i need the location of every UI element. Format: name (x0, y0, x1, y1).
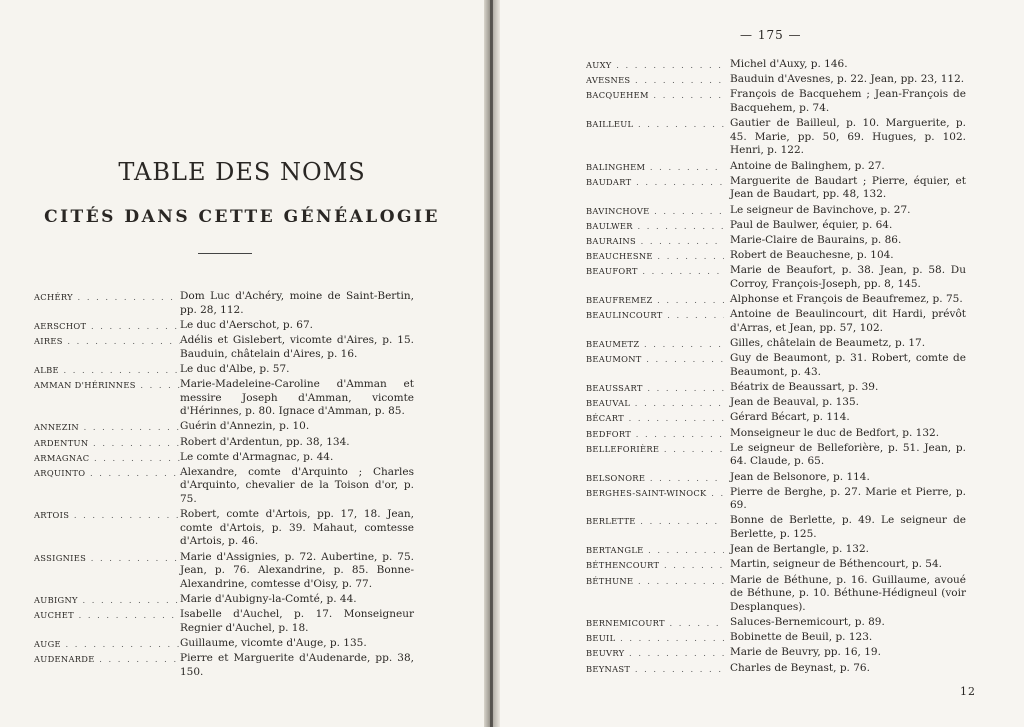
entry-surname: BAURAINS . . . (586, 235, 724, 249)
index-entry (586, 427, 966, 441)
entry-references: Le duc d'Albe, p. 57. (180, 362, 290, 375)
index-entry (34, 551, 414, 592)
entry-references: Le seigneur de Bavinchove, p. 27. (730, 203, 911, 216)
entry-references: Gautier de Bailleul, p. 10. Marguerite, p. 45. Marie, pp. 50, 69. Hugues, p. 102. Henri, p. 122. (730, 117, 966, 157)
index-entry (586, 631, 966, 645)
entry-references: Jean de Bertangle, p. 132. (730, 543, 869, 556)
index-entry (34, 593, 414, 607)
entry-references: Gérard Bécart, p. 114. (730, 411, 850, 424)
entry-surname: BEAUFREMEZ . . . (586, 294, 724, 308)
index-entry (586, 662, 966, 676)
index-entry (34, 363, 414, 377)
entry-references: Martin, seigneur de Béthencourt, p. 54. (730, 558, 942, 571)
entry-surname: BERGHES-SAINT-WINOCK . . . (586, 487, 724, 501)
entry-references: Charles de Beynast, p. 76. (730, 661, 870, 674)
entry-surname: BEAUCHESNE . . . (586, 250, 724, 264)
entry-references: Robert d'Ardentun, pp. 38, 134. (180, 435, 350, 448)
entry-surname: BELLEFORIÈRE . . . (586, 443, 724, 457)
index-entry (34, 608, 414, 635)
index-entry (586, 219, 966, 233)
entry-surname: ARTOIS . . . (34, 509, 180, 523)
index-entry (34, 319, 414, 333)
entry-surname: BÉCART . . . (586, 412, 724, 426)
entry-surname: BALINGHEM . . . (586, 161, 724, 175)
index-entry (586, 381, 966, 395)
index-entry (586, 249, 966, 263)
entry-surname: BEDFORT . . . (586, 428, 724, 442)
entry-surname: BÉTHENCOURT . . . (586, 559, 724, 573)
index-entry (586, 88, 966, 115)
entry-surname: ARDENTUN . . . (34, 437, 180, 451)
entry-surname: BEUIL . . . (586, 632, 724, 646)
entry-references: Béatrix de Beaussart, p. 39. (730, 380, 879, 393)
entry-references: Bonne de Berlette, p. 49. Le seigneur de Berlette, p. 125. (730, 514, 966, 541)
index-entry (586, 543, 966, 557)
left-page (0, 0, 484, 727)
entry-references: Guy de Beaumont, p. 31. Robert, comte de Beaumont, p. 43. (730, 352, 966, 378)
index-entry (34, 652, 414, 679)
entry-surname: BAVINCHOVE . . . (586, 205, 724, 219)
entry-references: Antoine de Balinghem, p. 27. (730, 159, 885, 172)
entry-surname: AUGE . . . (34, 638, 180, 652)
index-entry (586, 574, 966, 615)
entry-surname: AERSCHOT . . . (34, 320, 180, 334)
index-title: TABLE DES NOMS (118, 158, 366, 186)
entry-surname: BEAULINCOURT . . . (586, 309, 724, 323)
right-name-index (586, 58, 966, 677)
index-entry (586, 117, 966, 158)
entry-references: Le seigneur de Belleforière, p. 51. Jean, p. 64. Claude, p. 65. (730, 441, 966, 468)
index-entry (586, 442, 966, 469)
index-entry (586, 646, 966, 660)
index-entry (586, 411, 966, 425)
entry-surname: AUBIGNY . . . (34, 594, 180, 608)
entry-surname: ACHÉRY . . . (34, 291, 180, 305)
entry-references: Adélis et Gislebert, vicomte d'Aires, p. 15. Bauduin, châtelain d'Aires, p. 16. (180, 333, 414, 360)
entry-surname: BAULWER . . . (586, 220, 724, 234)
entry-references: Michel d'Auxy, p. 146. (730, 58, 848, 70)
entry-surname: BEYNAST . . . (586, 663, 724, 677)
index-entry (586, 234, 966, 248)
index-entry (586, 352, 966, 379)
index-entry (586, 337, 966, 351)
entry-references: Pierre et Marguerite d'Audenarde, pp. 38, 150. (180, 652, 414, 678)
entry-references: Robert, comte d'Artois, pp. 17, 18. Jean, comte d'Artois, p. 39. Mahaut, comtesse d'Artois, p. 46. (180, 508, 414, 548)
entry-surname: ARMAGNAC . . . (34, 452, 180, 466)
index-entry (586, 58, 966, 72)
entry-references: Guérin d'Annezin, p. 10. (180, 420, 310, 433)
entry-surname: BELSONORE . . . (586, 472, 724, 486)
entry-surname: BÉTHUNE . . . (586, 575, 724, 589)
gutter-fold (490, 0, 493, 727)
entry-references: Paul de Baulwer, équier, p. 64. (730, 218, 893, 231)
index-entry (586, 73, 966, 87)
entry-references: Saluces-Bernemicourt, p. 89. (730, 616, 885, 628)
index-entry (34, 378, 414, 419)
index-entry (34, 637, 414, 651)
title-rule (198, 253, 252, 254)
entry-surname: BEAUMONT . . . (586, 353, 724, 367)
entry-surname: BERTANGLE . . . (586, 544, 724, 558)
index-entry (586, 558, 966, 572)
entry-surname: AUCHET . . . (34, 609, 180, 623)
entry-surname: AMMAN D'HÉRINNES . . . (34, 379, 180, 393)
entry-surname: BEAUSSART . . . (586, 382, 724, 396)
index-entry (586, 486, 966, 513)
index-entry (586, 175, 966, 202)
entry-surname: BAILLEUL . . . (586, 118, 724, 132)
entry-references: Marie-Claire de Baurains, p. 86. (730, 233, 902, 246)
entry-references: Robert de Beauchesne, p. 104. (730, 249, 894, 262)
entry-references: Guillaume, vicomte d'Auge, p. 135. (180, 636, 367, 649)
entry-references: Marie d'Aubigny-la-Comté, p. 44. (180, 593, 357, 605)
index-entry (34, 508, 414, 549)
entry-surname: ANNEZIN . . . (34, 421, 180, 435)
entry-references: Alphonse et François de Beaufremez, p. 75. (730, 293, 963, 306)
entry-surname: AUDENARDE . . . (34, 653, 180, 667)
index-subtitle: CITÉS DANS CETTE GÉNÉALOGIE (44, 207, 440, 227)
index-entry (586, 160, 966, 174)
index-entry (586, 616, 966, 630)
entry-surname: BEAUMETZ . . . (586, 338, 724, 352)
folio-number: 12 (960, 685, 976, 698)
entry-references: Jean de Beauval, p. 135. (730, 396, 860, 409)
entry-references: Alexandre, comte d'Arquinto ; Charles d'Arquinto, chevalier de la Toison d'or, p. 75. (180, 465, 414, 506)
entry-references: Dom Luc d'Achéry, moine de Saint-Bertin, pp. 28, 112. (180, 290, 414, 316)
entry-references: Bauduin d'Avesnes, p. 22. Jean, pp. 23, 112. (730, 73, 965, 86)
index-entry (586, 471, 966, 485)
entry-references: François de Bacquehem ; Jean-François de Bacquehem, p. 74. (730, 88, 966, 114)
index-entry (34, 436, 414, 450)
entry-surname: ARQUINTO . . . (34, 467, 180, 481)
entry-surname: BERNEMICOURT . . . (586, 617, 724, 631)
entry-surname: BERLETTE . . . (586, 515, 724, 529)
entry-references: Monseigneur le duc de Bedfort, p. 132. (730, 426, 940, 439)
entry-surname: BEAUVAL . . . (586, 397, 724, 411)
index-entry (586, 264, 966, 291)
entry-references: Le comte d'Armagnac, p. 44. (180, 450, 334, 463)
index-entry (586, 308, 966, 335)
entry-surname: BACQUEHEM . . . (586, 89, 724, 103)
entry-references: Jean de Belsonore, p. 114. (730, 470, 870, 483)
left-name-index (34, 290, 414, 681)
entry-references: Marie de Béthune, p. 16. Guillaume, avoué de Béthune, p. 10. Béthune-Hédigneul (voir Desplanques). (730, 573, 966, 613)
entry-references: Marie de Beaufort, p. 38. Jean, p. 58. Du Corroy, François-Joseph, pp. 8, 145. (730, 264, 966, 290)
index-entry (34, 466, 414, 507)
entry-references: Isabelle d'Auchel, p. 17. Monseigneur Regnier d'Auchel, p. 18. (180, 608, 414, 634)
page-number: — 175 — (740, 28, 802, 42)
entry-surname: ALBE . . . (34, 364, 180, 378)
index-entry (34, 290, 414, 317)
index-entry (34, 420, 414, 434)
entry-surname: BAUDART . . . (586, 176, 724, 190)
entry-references: Le duc d'Aerschot, p. 67. (180, 318, 313, 331)
index-entry (586, 396, 966, 410)
index-entry (34, 334, 414, 361)
entry-surname: AVESNES . . . (586, 74, 724, 88)
entry-surname: AUXY . . . (586, 59, 724, 73)
entry-surname: BEUVRY . . . (586, 647, 724, 661)
entry-surname: AIRES . . . (34, 335, 180, 349)
index-entry (586, 204, 966, 218)
entry-references: Gilles, châtelain de Beaumetz, p. 17. (730, 337, 926, 349)
index-entry (586, 293, 966, 307)
index-entry (34, 451, 414, 465)
entry-references: Pierre de Berghe, p. 27. Marie et Pierre, p. 69. (730, 485, 966, 512)
entry-references: Marguerite de Baudart ; Pierre, équier, et Jean de Baudart, pp. 48, 132. (730, 174, 966, 201)
entry-references: Bobinette de Beuil, p. 123. (730, 631, 873, 644)
entry-references: Marie d'Assignies, p. 72. Aubertine, p. 75. Jean, p. 76. Alexandrine, p. 85. Bonne-Alexandrine, comtesse d'Oisy, p. 77. (180, 550, 414, 590)
index-entry (586, 514, 966, 541)
entry-references: Marie-Madeleine-Caroline d'Amman et messire Joseph d'Amman, vicomte d'Hérinnes, p. 80. Ignace d'Amman, p. 85. (180, 377, 414, 418)
entry-surname: ASSIGNIES . . . (34, 552, 180, 566)
entry-references: Marie de Beuvry, pp. 16, 19. (730, 646, 881, 659)
entry-references: Antoine de Beaulincourt, dit Hardi, prévôt d'Arras, et Jean, pp. 57, 102. (730, 308, 966, 334)
entry-surname: BEAUFORT . . . (586, 265, 724, 279)
